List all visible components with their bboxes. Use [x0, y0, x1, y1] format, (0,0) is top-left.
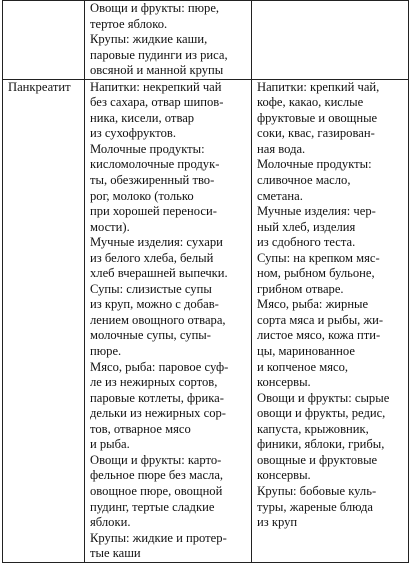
- disease-cell: [3, 79, 85, 562]
- excluded-cell: [252, 79, 409, 562]
- excluded-item: Мясо, рыба: жирные сорта мяса и рыбы, жи- листое мясо, кожа пти- цы, маринованное и копченое мясо, консервы.: [257, 297, 384, 390]
- excluded-item: Мучные изделия: чер- ный хлеб, изделия из сдобного теста.: [257, 204, 376, 250]
- disease-cell: [3, 1, 85, 80]
- recommended-item: Мучные изделия: сухари из белого хлеба, белый хлеб вчерашней выпечки.: [90, 235, 228, 281]
- recommended-cell: [85, 79, 252, 562]
- diet-table: [2, 0, 409, 563]
- recommended-item: Супы: слизистые супы из круп, можно с добав- лением овощного отвара, молочные супы, супы- пюре.: [90, 281, 226, 359]
- disease-name: Панкреатит: [8, 79, 71, 94]
- recommended-item: Овощи и фрукты: карто- фельное пюре без масла, овощное пюре, овощной пудинг, тертые сладкие яблоки.: [90, 452, 224, 530]
- excluded-item: Молочные продукты: сливочное масло, сметана.: [257, 157, 372, 203]
- recommended-cell: [85, 1, 252, 80]
- excluded-item: Супы: на крепком мяс- ном, рыбном бульоне, грибном отваре.: [257, 250, 380, 296]
- excluded-item: Крупы: бобовые куль- туры, жареные блюда из круп: [257, 483, 377, 530]
- recommended-item: Напитки: некрепкий чай без сахара, отвар шипов- ника, кисели, отвар из сухофруктов.: [90, 79, 224, 141]
- recommended-item: Молочные продукты: кисломолочные продук- ты, обезжиренный тво- рог, молоко (только при хорошей переноси- мости).: [90, 141, 220, 234]
- recommended-item: Мясо, рыба: паровое суф- ле из нежирных сортов, паровые котлеты, фрика- дельки из нежирных сор- тов, отварное мясо и рыба.: [90, 359, 229, 452]
- table-row: [3, 79, 409, 562]
- excluded-cell: [252, 1, 409, 80]
- table-row: [3, 1, 409, 80]
- recommended-item: Крупы: жидкие каши, паровые пудинги из риса, овсяной и манной крупы: [90, 32, 228, 78]
- recommended-item: Крупы: жидкие и протер- тые каши: [90, 530, 227, 561]
- excluded-item: Напитки: крепкий чай, кофе, какао, кислые фруктовые и овощные соки, квас, газирован- ная вода.: [257, 79, 380, 156]
- excluded-item: Овощи и фрукты: сырые овощи и фрукты, редис, капуста, крыжовник, финики, яблоки, грибы, овощные и фруктовые консервы.: [257, 390, 390, 483]
- recommended-item: Овощи и фрукты: пюре, тертое яблоко.: [90, 1, 220, 31]
